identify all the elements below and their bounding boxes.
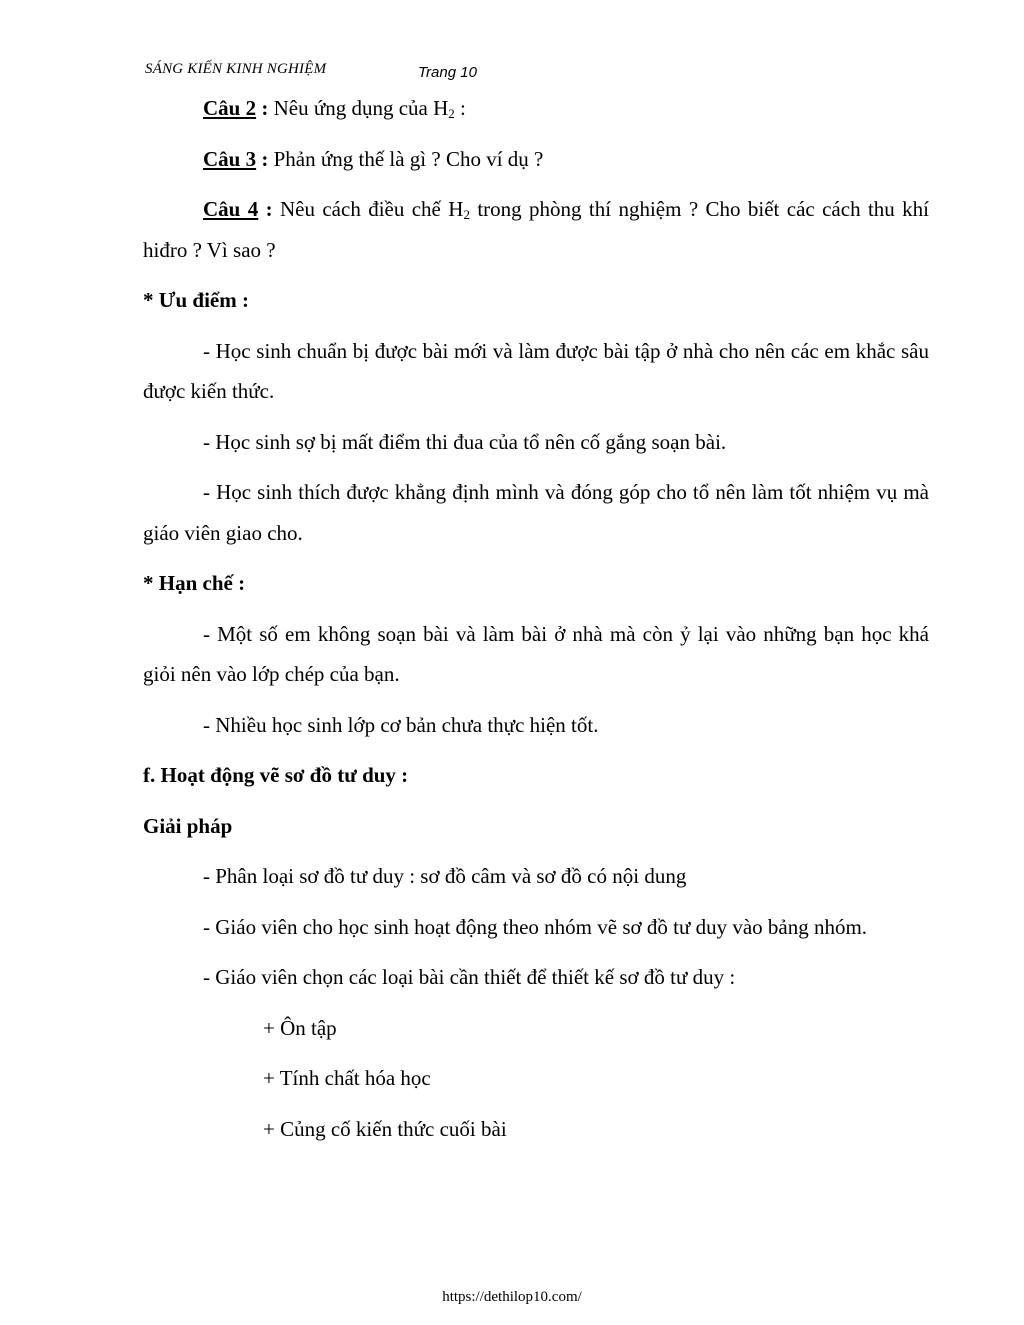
limitations-heading: * Hạn chế : — [143, 571, 246, 595]
question-4-label: Câu 4 — [203, 197, 259, 221]
advantage-item: - Học sinh chuẩn bị được bài mới và làm được bài tập ở nhà cho nên các em khắc sâu được kiến thức. — [143, 338, 929, 403]
solution-sub-item: + Tính chất hóa học — [263, 1066, 431, 1090]
advantage-item: - Học sinh sợ bị mất điểm thi đua của tổ nên cố gắng soạn bài. — [203, 429, 727, 454]
footer-url: https://dethilop10.com/ — [442, 1289, 582, 1305]
advantages-heading: * Ưu điểm : — [143, 288, 249, 312]
header-page-number: Trang 10 — [418, 64, 477, 81]
document-body — [143, 88, 929, 1159]
solution-heading: Giải pháp — [143, 813, 233, 838]
header-title: SÁNG KIẾN KINH NGHIỆM — [145, 61, 327, 77]
solution-sub-item: + Củng cố kiến thức cuối bài — [263, 1116, 507, 1141]
question-2-label: Câu 2 — [203, 96, 257, 120]
solution-item: - Giáo viên chọn các loại bài cần thiết để thiết kế sơ đồ tư duy : — [203, 965, 736, 989]
section-f-heading: f. Hoạt động vẽ sơ đồ tư duy : — [143, 763, 409, 787]
limitation-item: - Một số em không soạn bài và làm bài ở nhà mà còn ỷ lại vào những bạn học khá giỏi nên vào lớp chép của bạn. — [143, 621, 929, 686]
solution-item: - Phân loại sơ đồ tư duy : sơ đồ câm và sơ đồ có nội dung — [203, 864, 687, 888]
question-2: Câu 2 : Nêu ứng dụng của $H_2$ : — [203, 96, 466, 121]
limitation-item: - Nhiều học sinh lớp cơ bản chưa thực hiện tốt. — [203, 712, 599, 737]
solution-item: - Giáo viên cho học sinh hoạt động theo nhóm vẽ sơ đồ tư duy vào bảng nhóm. — [203, 914, 868, 939]
advantage-item: - Học sinh thích được khẳng định mình và đóng góp cho tổ nên làm tốt nhiệm vụ mà giáo viên giao cho. — [143, 480, 929, 545]
question-3-label: Câu 3 — [203, 146, 257, 171]
question-3: Câu 3 : Phản ứng thế là gì ? Cho ví dụ ? — [203, 146, 544, 171]
question-4: Câu 4 : Nêu cách điều chế $H_2$ trong phòng thí nghiệm ? Cho biết các cách thu khí hiđro ? Vì sao ? — [143, 197, 929, 262]
solution-sub-item: + Ôn tập — [263, 1015, 337, 1040]
